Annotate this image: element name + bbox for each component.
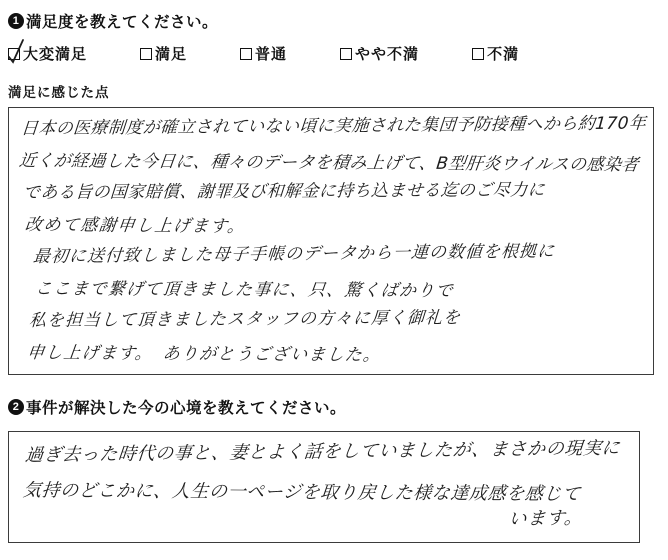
question1-title-text: 満足度を教えてください。 [26, 14, 219, 31]
handwritten-line: 最初に送付致しました母子手帳のデータから一連の数値を根拠に [32, 241, 556, 268]
handwritten-line: 改めて感謝申し上げます。 [23, 215, 247, 237]
handwritten-line: ここまで繋げて頂きました事に、只、驚くばかりで [33, 279, 455, 302]
handwritten-closing-line: います。 [507, 507, 584, 530]
question1-number-icon: 1 [8, 13, 24, 29]
option-dissatisfied [472, 43, 519, 64]
handwritten-line: 申し上げます。 ありがとうございました。 [25, 343, 383, 366]
handwritten-line: 過ぎ去った時代の事と、妻とよく話をしていましたが、まさかの現実に [24, 437, 622, 467]
option-label: 不満 [487, 46, 520, 63]
question2-title [8, 396, 658, 418]
handwritten-line: である旨の国家賠償、謝罪及び和解金に持ち込ませる迄のご尽力に [22, 180, 546, 204]
option-label: 大変満足 [23, 46, 88, 63]
question2-number-icon: 2 [8, 399, 24, 415]
checkbox-empty [340, 48, 352, 60]
handwritten-line: 私を担当して頂きましたスタッフの方々に厚く御礼を [28, 307, 462, 332]
handwritten-line: 日本の医療制度が確立されていない頃に実施された集団予防接種へから約170年 [20, 113, 648, 140]
handwritten-line: 気持のどこかに、人生の一ページを取り戻した様な達成感を感じて [22, 480, 582, 505]
satisfaction-options-row [8, 43, 658, 64]
option-label: 満足 [155, 46, 188, 63]
option-label: やや不満 [355, 46, 420, 63]
answer-box-feelings [8, 431, 640, 543]
option-very-satisfied [8, 43, 87, 64]
option-somewhat-dissatisfied [340, 43, 419, 64]
question1-title [8, 10, 658, 32]
section1-label: 満足に感じた点 [8, 85, 110, 100]
checkbox-empty [240, 48, 252, 60]
handwritten-line: 近くが経過した今日に、種々のデータを積み上げて、B型肝炎ウイルスの感染者 [17, 151, 640, 176]
checkbox-empty [472, 48, 484, 60]
checkbox-checked [8, 48, 20, 60]
option-neutral [240, 43, 287, 64]
option-satisfied [140, 43, 187, 64]
question2-title-text: 事件が解決した今の心境を教えてください。 [26, 400, 347, 417]
checkbox-empty [140, 48, 152, 60]
check-icon [6, 38, 28, 66]
answer-box-satisfaction [8, 107, 654, 375]
option-label: 普通 [255, 46, 288, 63]
